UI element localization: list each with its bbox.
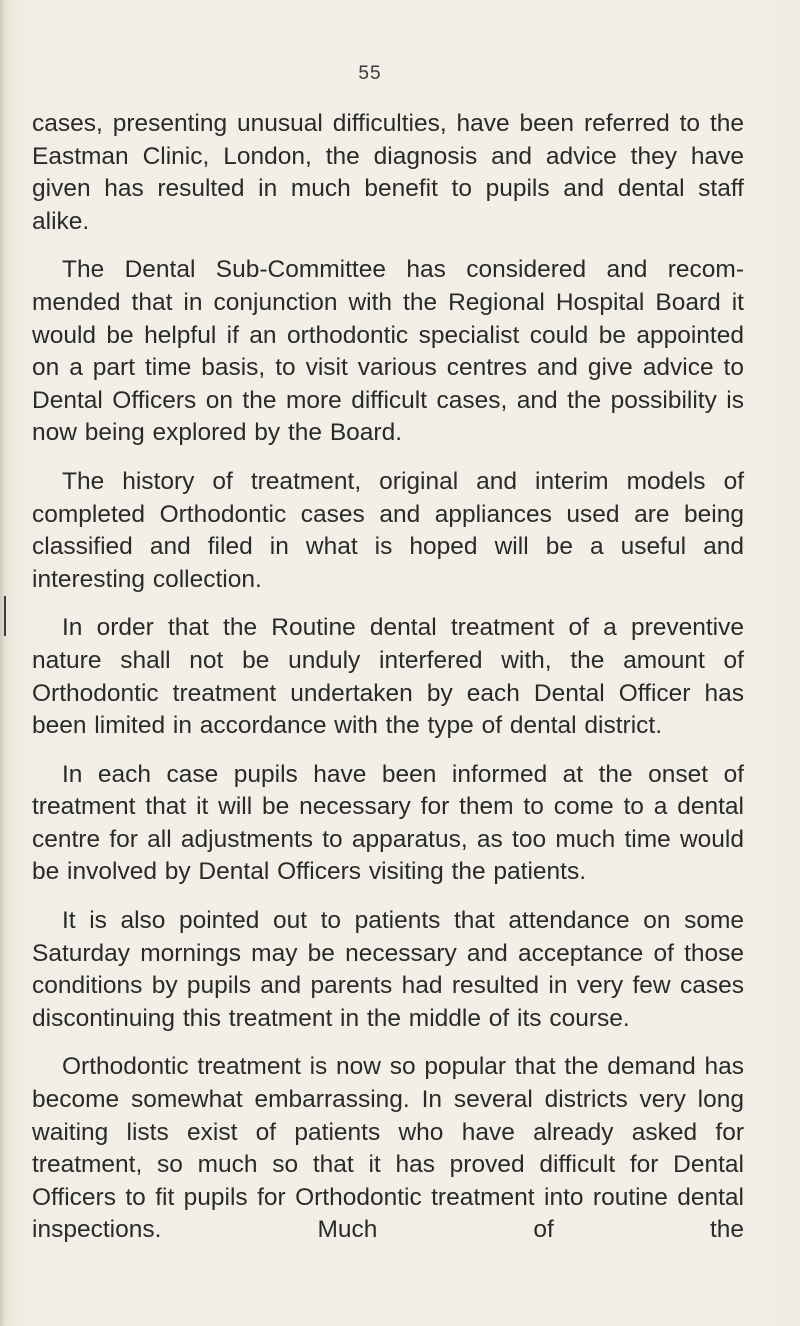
paragraph-5: In each case pupils have been informed at the onset of treatment that it will be necessary for them to come to a dental centre for all adjustments to apparatus, as too much time would be involved by Dental Officers visiting the patients. [32,760,744,886]
margin-mark [4,596,6,636]
paragraph-7: Orthodontic treatment is now so popular that the demand has become somewhat embarrassing. In several districts very long waiting lists exist of patients who have already asked for treatment, so much so that it has proved difficult for Dental Officers to fit pupils for Orthodontic treatment into routine dental inspections. Much of the [32,1053,744,1244]
paragraph-3: The history of treatment, original and interim models of completed Orthodontic cases and appliances used are being classified and filed in what is hoped will be a useful and interesting collection. [32,467,744,593]
paragraph-1: cases, presenting unusual difficulties, have been referred to the Eastman Clinic, London, the diagnosis and advice they have given has resulted in much benefit to pupils and dental staff alike. [32,110,744,235]
paragraph-4: In order that the Routine dental treatment of a preventive nature shall not be unduly interfered with, the amount of Orthodontic treatment undertaken by each Dental Officer has been limited in accordance with the type of dental district. [32,614,744,740]
binding-edge [0,0,6,1326]
paragraph-6: It is also pointed out to patients that attendance on some Saturday mornings may be necessary and acceptance of those conditions by pupils and parents had resulted in very few cases discontinuing this treatment in the middle of its course. [32,907,744,1032]
page-number: 55 [358,63,382,84]
body-text [32,108,744,1263]
paragraph-2: The Dental Sub-Committee has considered and recommended that in conjunction with the Regional Hospital Board it would be helpful if an orthodontic specialist could be appointed on a part time basis, to visit various centres and give advice to Dental Officers on the more difficult cases, and the possibility is now being explored by the Board. [32,256,744,447]
